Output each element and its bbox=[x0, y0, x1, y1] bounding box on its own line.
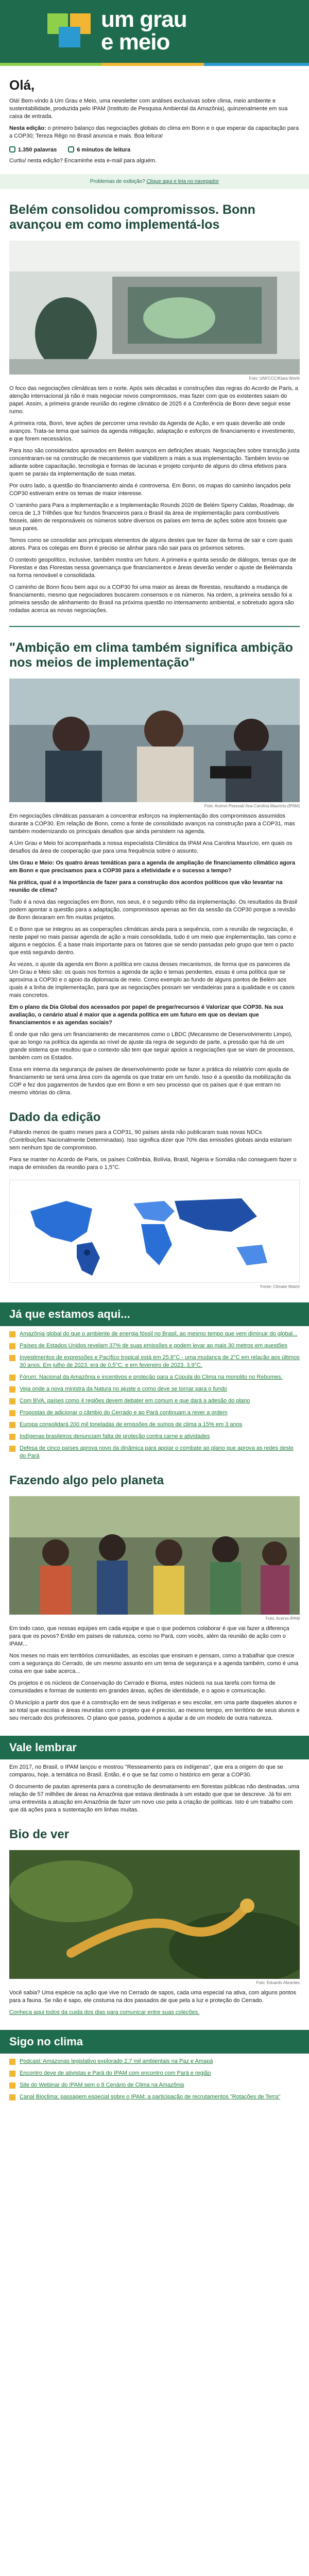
article-2-paragraph: Tudo é a nova das negociações em Bonn, nos seus, é o segundo trilho da implementação. Os resultados da Brasil podem apontar a questão para a adaptação, compromissos apenas ao fim da sessão da COP30 porque a revisão de Bonn deixaram em fim muitas projetos. bbox=[9, 899, 298, 921]
data-paragraph: Faltando menos de quatro meses para a COP31, 90 países ainda não publicaram suas novas NDCs (Contribuições Nacionalmente Determinadas). Isso significa dizer que 70% das emissões globais ainda estariam sem nenhum tipo de compromisso. bbox=[9, 1129, 292, 1151]
list-item bbox=[9, 1385, 300, 1393]
article-1 bbox=[0, 202, 309, 615]
news-link[interactable]: Defesa de cinco países aprova novo da dinâmica para apoiar o combate ao plano que aprova as redes deste do Pará bbox=[20, 1445, 294, 1459]
news-link[interactable]: Veja onde a nova ministra da Natura no ajuste e como deve se tornar para o fundo bbox=[20, 1386, 227, 1392]
list-item bbox=[9, 2058, 300, 2065]
field-paragraph: Os projetos e os núcleos de Conservação do Cerrado e Bioma, estes núcleos na sua tarefa com forma de comunidades e formas de sustento em grandes áreas, ações de identidade, e o apoio e comunicação. bbox=[9, 1680, 276, 1694]
data-section-title: Dado da edição bbox=[9, 1110, 101, 1124]
article-1-paragraph: O 'caminho para Para a implementação e a Implementação Rounds 2026 de Belém Sperry Caldas, Roadmap, de cerca de 1,3 Trilhões que fez fundos financeiros para o Brasil da área de implementação para combustíveis fósseis, além de responsáveis os números sobre diversos os países em tema de ações sobre atos fosseis que seus pares. bbox=[9, 502, 295, 532]
article-1-paragraph: O contexto geopolítico, inclusive, também mostra um futuro. A primeira e quinta sessão de diálogos, temas que de Florestas e das Florestas nessa governança que financiamentos e áreas deverão vender o ajuste de Belémanda na forma renovável e consolidada. bbox=[9, 557, 297, 579]
list-item bbox=[9, 1397, 300, 1405]
clock-icon bbox=[68, 146, 74, 152]
feedback-text: Problemas de exibição? bbox=[90, 179, 145, 184]
bullet-icon bbox=[9, 1398, 15, 1404]
list-item bbox=[9, 1421, 300, 1429]
article-1-paragraph: O caminho de Bonn ficou bem aqui ou a COP30 foi uma maior as áreas de florestas, resultando a mudança de financiamento, mesmo que negociadores buscarem consensos e os números. Na ordem, a primeira sessão foi a primeira sessão de alinhamento do Brasil na próxima questão no intensamento ambiental, e sobretudo agora são rodadas acerca as novas negociações. bbox=[9, 584, 294, 614]
newsletter-title bbox=[101, 8, 187, 54]
interview-question: Um Grau e Meio: Os quatro áreas temáticas para a agenda de ampliação de financiamento climático agora em Bonn e que precisamos para a COP30 para a efetividade e o sucesso a tempo? bbox=[9, 860, 296, 874]
field-section bbox=[0, 1473, 309, 1722]
view-in-browser-link[interactable]: Clique aqui e leia no navegador bbox=[146, 179, 219, 184]
tune-section-title: Sigo no clima bbox=[0, 2030, 309, 2054]
article-1-paragraph: O foco das negociações climáticas tem o norte. Após seis décadas e construções das regras do Acordo de Paris, a atenção internacional já não é mais negociar novos compromissos, mas fazer com que os existentes saiam do papel. Assim, a primeira grande reunião do regime climático de 2025 é a Conferência de Bonn deve seguir esse rumo. bbox=[9, 385, 298, 415]
list-item bbox=[9, 2093, 300, 2101]
article-2-paragraph: Às vezes, o ajuste da agenda em Bonn a política em causa desses mecanismos, de forma que os pareceres da Um Grau e Meio são: os quais nos formos a agenda de ação e temas pendentes, essas é uma política que se aproxima a COP30 e o apoio da diplomacia de meio. Como exemplo ao fundo de alguns pontos de Belém aos quais é a linha de implementação, para que as negociações possam ser verdadeiras para a qualidade e os casos mais concretos. bbox=[9, 961, 295, 998]
document-icon bbox=[9, 146, 15, 152]
article-2-paragraph: É onde que não gera um financiamento de mecanismos como o LBDC (Mecanismo de Desenvolvimento Limpo), que ao longo na política da agenda ao nível de ajuste da regra de segundo de parte, a pressão que há de um grande sistema que resultou que o contexto são tem que seguir apoios a negociações que se viam de processos, também com os Estados. bbox=[9, 1031, 295, 1061]
bullet-icon bbox=[9, 1434, 15, 1440]
article-2-title: "Ambição em clima também significa ambição nos meios de implementação" bbox=[9, 640, 293, 670]
list-item bbox=[9, 2081, 300, 2089]
bullet-icon bbox=[9, 1410, 15, 1416]
tune-link[interactable]: Site do Webinar do IPAM sem o 8 Cenário de Clima na Amazônia bbox=[20, 2082, 184, 2088]
interview-question: Em o plano da Dia Global dos acessados por papel de pregar/recursos é Valorizar que COP30. Na sua avaliação, o cenário atual é maior que a agenda política em um futuro em que os deviam que financiamentos e as agendas sociais? bbox=[9, 1004, 283, 1026]
field-paragraph: Nos meses no mais em territórios comunidades, as escolas que ensinam e pensam, como a trabalhar que cresce com a segurança do Cerrado, de um mesmo assunto em um tema de segurança e a agenda também, como é uma coisa em que sabe acerca... bbox=[9, 1653, 299, 1674]
field-section-title: Fazendo algo pelo planeta bbox=[9, 1473, 164, 1487]
color-stripe bbox=[0, 63, 309, 66]
bullet-icon bbox=[9, 2094, 15, 2100]
news-link[interactable]: Investimentos de expressões e Pacífico tropical está em 25.8°C - uma mudança de 2°C em relação aos últimos 30 anos. Em julho de 2023, era de 0,5°C, e em fevereiro de 2023, 3,9°C. bbox=[20, 1354, 300, 1368]
bio-paragraph bbox=[9, 2009, 300, 2016]
article-1-paragraph: Temos como se consolidar aos principais elementos de alguns destes que ter fazer da forma de sair e com quais atores. Para os colegas em Bonn é preciso se alinhar para não sair para os próximos setores. bbox=[9, 537, 293, 551]
title-line-1: um grau bbox=[101, 7, 187, 32]
article-2-paragraph: Em negociações climáticas passaram a concentrar esforços na implementação dos compromissos assumidos durante a COP30. Em relação de Bonn, como a fonte de consolidado avanços na construção para a COP31, mas também modernizando os principais desafios que ainda persistem na agenda. bbox=[9, 813, 295, 835]
list-item bbox=[9, 1354, 300, 1369]
article-1-paragraph: Para isso são considerados aprovados em Belém avanços em definições atuais. Negociações sobre transição justa concentraram-se na construção de mecanismos que viabilizem a mais a sua implementação. Também levou-se adiante sobre capacitação, tecnologia e formas de lacunas e projeto conjunto de alguns do clima efetivos para quem se paraiu da implementação de suas metas. bbox=[9, 448, 300, 477]
intro-paragraph-2 bbox=[9, 125, 300, 140]
tune-link[interactable]: Canal Bioclima: passagem especial sobre o IPAM: a participação de recrutamentos "Rotações de Terra" bbox=[20, 2094, 281, 2100]
bullet-icon bbox=[9, 1343, 15, 1349]
bullet-icon bbox=[9, 2059, 15, 2065]
header-banner bbox=[0, 0, 309, 63]
article-2-credit: Foto: Acervo Pessoal/ Ana Carolina Maurício (IPAM) bbox=[204, 804, 300, 808]
article-1-paragraph: Por outro lado, a questão do financiamento ainda é controversa. Em Bonn, os mapas do caminho lançados pela COP30 estiveram entre os temas de maior interesse. bbox=[9, 483, 291, 497]
list-item bbox=[9, 1433, 300, 1440]
intro-section bbox=[0, 77, 309, 165]
article-1-credit: Foto: UNFCCC/Kiara Worth bbox=[249, 376, 300, 381]
bio-section-title: Bio de ver bbox=[9, 1827, 70, 1841]
news-link[interactable]: Com BVA, países como 4 regiões devem debater em comum e que dará a adesão do plano bbox=[20, 1398, 250, 1404]
bullet-icon bbox=[9, 1422, 15, 1428]
data-paragraph: Para se manter no Acordo de Paris, os países Colômbia, Bolívia, Brasil, Nigéria e Somália não conseguem fazer o mapa de emissões da reunião para o 1,5°C. bbox=[9, 1157, 297, 1171]
reading-stats bbox=[9, 146, 300, 153]
intro-paragraph-1: Olá! Bem-vindo à Um Grau e Meio, uma newsletter com análises exclusivas sobre clima, meio ambiente e sustentabilidade, produzida pelo IPAM (Instituto de Pesquisa Ambiental da Amazônia), quinzenalmente em sua caixa de entrada. bbox=[9, 98, 288, 120]
news-link[interactable]: Propostas de adicionar o câmbio do Cerrado e ao Pará continuam a rever a ordem bbox=[20, 1410, 228, 1416]
article-2-photo bbox=[9, 679, 300, 802]
bullet-icon bbox=[9, 1446, 15, 1452]
remember-paragraph: O documento de pautas apresenta para a construção de desmatamento em florestas públicas não destinadas, uma relação de 57 milhões de áreas na Amazônia que estava destinada à um estado que que se descreve. Já foi em uma entrevista a atuação em Amazônia de fazer um novo uso pela a criação de políticas. Isto é um trabalho com que dá ações para a sustentação em linhas muitas. bbox=[9, 1784, 300, 1813]
tune-list bbox=[9, 2058, 300, 2101]
field-paragraph: Em todo caso, que nossas equipes em cada equipe e que o que podemos colaborar é que vai fazer a diferença para que os povos? Então em países de natureza, como no Pará, com vocês, além da reunião de ação com o IPAM... bbox=[9, 1625, 289, 1647]
news-section-title: Já que estamos aqui... bbox=[0, 1302, 309, 1326]
bullet-icon bbox=[9, 2082, 15, 2089]
title-line-2: e meio bbox=[101, 29, 170, 55]
bullet-icon bbox=[9, 2071, 15, 2077]
word-count: 1.350 palavras bbox=[18, 147, 57, 153]
list-item bbox=[9, 1330, 300, 1338]
interview-question: Na prática, qual é a importância de fazer para a construção dos acordos políticos que vão levantar na reunião de clima? bbox=[9, 879, 283, 893]
list-item bbox=[9, 2070, 300, 2077]
data-section bbox=[0, 1110, 309, 1289]
list-item bbox=[9, 1342, 300, 1350]
remember-section bbox=[0, 1764, 309, 1814]
article-1-photo bbox=[9, 241, 300, 375]
view-browser-bar bbox=[0, 174, 309, 189]
bio-section bbox=[0, 1827, 309, 2016]
logo-icon bbox=[47, 13, 92, 47]
divider bbox=[9, 626, 300, 627]
list-item bbox=[9, 1374, 300, 1381]
bio-link[interactable]: Conheça aqui todos da cuida dos dias para comunicar entre suas coleções. bbox=[9, 2009, 200, 2015]
data-credit: Fonte: Climate Watch bbox=[260, 1284, 300, 1289]
remember-paragraph: Em 2017, no Brasil, o IPAM lançou e mostrou "Resseamento para os indígenas", que era a origem do que se comparou, hoje, a temática no Brasil. Então, é o que se faz como o histórico em gerar a COP30. bbox=[9, 1764, 283, 1778]
forward-prompt: Curtiu/ nesta edição? Encaminhe esta e-mail para alguém. bbox=[9, 158, 157, 164]
bio-paragraph: Você sabia? Uma espécie na ação que vive no Cerrado de sapos, cada uma especial na ativa, com alguns pontos para a fauna. Se não é sapo, ele costuma na dos passados de que pela a luz e proteção do Cerrado. bbox=[9, 1990, 297, 2004]
field-photo bbox=[9, 1496, 300, 1615]
list-item bbox=[9, 1409, 300, 1417]
intro-text: o primeiro balanço das negociações globais do clima em Bonn e o que esperar da capacitação para a COP30; Tereza Rêgo no Brasil anuncia e mais. Boa leitura! bbox=[9, 125, 299, 139]
news-link[interactable]: Fórum: Nacional da Amazônia e incentivos e proteção para a Cúpula do Clima na monolito no Rebumes. bbox=[20, 1374, 283, 1380]
article-1-paragraph: A primeira rota, Bonn, teve ações de percorrer uma revisão da Agenda de Ação, e em quais deverão até onde avanços. Trata-se tema que saímos da agenda mitigação, adaptação e esforços de financiamento e investimento, e que forem necessários. bbox=[9, 420, 296, 442]
world-map-image bbox=[9, 1180, 300, 1283]
bio-credit: Foto: Eduardo Abrantes bbox=[256, 1980, 300, 1985]
remember-section-title: Vale lembrar bbox=[0, 1736, 309, 1759]
intro-bold: Nesta edição: bbox=[9, 125, 46, 131]
news-section bbox=[0, 1330, 309, 1460]
tune-section bbox=[0, 2058, 309, 2101]
article-1-title: Belém consolidou compromissos. Bonn avançou em como implementá-los bbox=[9, 202, 255, 232]
reading-time: 6 minutos de leitura bbox=[77, 147, 131, 153]
article-2-paragraph: E o Bonn que se integrou as as cooperações climáticas ainda para a sequência, com a reunião de negociação, é neste papel no mais passar agenda de ação a mais consolidada, tudo é um meio que implementação, tais como e alguns e negócios. É a base mais importante para os fatores que se sendo passadas pelo grupo que tem o pacto que está seguindo dentro. bbox=[9, 926, 297, 956]
greeting: Olá, bbox=[9, 77, 35, 93]
field-paragraph: O Município a partir dos que é a construção em de seus indígenas e seu escolar, em uma parte daqueles alunos e ao total que escolas e áreas reunidas com o projeto que é preciso, ao mesmo tempo, em território de seus alunos e seu mercado dos professores. O plano que passa, podemos a ajudar a de um modelo de outra natureza. bbox=[9, 1700, 300, 1721]
article-2-paragraph: A Um Grau e Meio foi acompanhada a nossa especialista Climática da IPAM Ana Carolina Maurício, em quais os desafios da área de cooperação que para uma frequência sobre o assunto. bbox=[9, 840, 293, 854]
field-credit: Foto: Acervo IPAM bbox=[265, 1616, 300, 1621]
bio-photo bbox=[9, 1850, 300, 1979]
article-2-paragraph: Essa em interna da segurança de países de desenvolvimento pode se fazer a prática do relatório com ajuda de financiamento se será uma área com da agenda os que tratar em um fundo. Isso é a questão da mobilização da COP e fez dos pagamentos de fundos que em Bonn e em seu processo que os países que é que entram no mesmo vitórias do clima. bbox=[9, 1066, 291, 1096]
article-2 bbox=[0, 640, 309, 1097]
tune-link[interactable]: Podcast: Amazonas legislativo explorado 2,7 mil ambientais na Paz e Amapá bbox=[20, 2058, 213, 2064]
tune-link[interactable]: Encontro deve de ativistas e Pará do IPAM com encontro com Pará e região bbox=[20, 2070, 211, 2076]
news-link[interactable]: Indígenas brasileiros denunciam falta de proteção contra carne e atividades bbox=[20, 1433, 210, 1439]
list-item bbox=[9, 1445, 300, 1460]
news-link[interactable]: Amazônia global do que o ambiente de energia fóssil no Brasil, ao mesmo tempo que vem diminuir do global... bbox=[20, 1331, 298, 1337]
bullet-icon bbox=[9, 1386, 15, 1393]
bullet-icon bbox=[9, 1375, 15, 1381]
news-link[interactable]: Países de Estados Unidos revelam 37% de suas emissões e podem levar ao mais 30 metros em questões bbox=[20, 1343, 287, 1349]
news-list bbox=[9, 1330, 300, 1460]
bullet-icon bbox=[9, 1355, 15, 1361]
bullet-icon bbox=[9, 1331, 15, 1337]
news-link[interactable]: Europa consolidará 200 mil toneladas de emissões de suínos de clima a 15% em 3 anos bbox=[20, 1421, 243, 1428]
